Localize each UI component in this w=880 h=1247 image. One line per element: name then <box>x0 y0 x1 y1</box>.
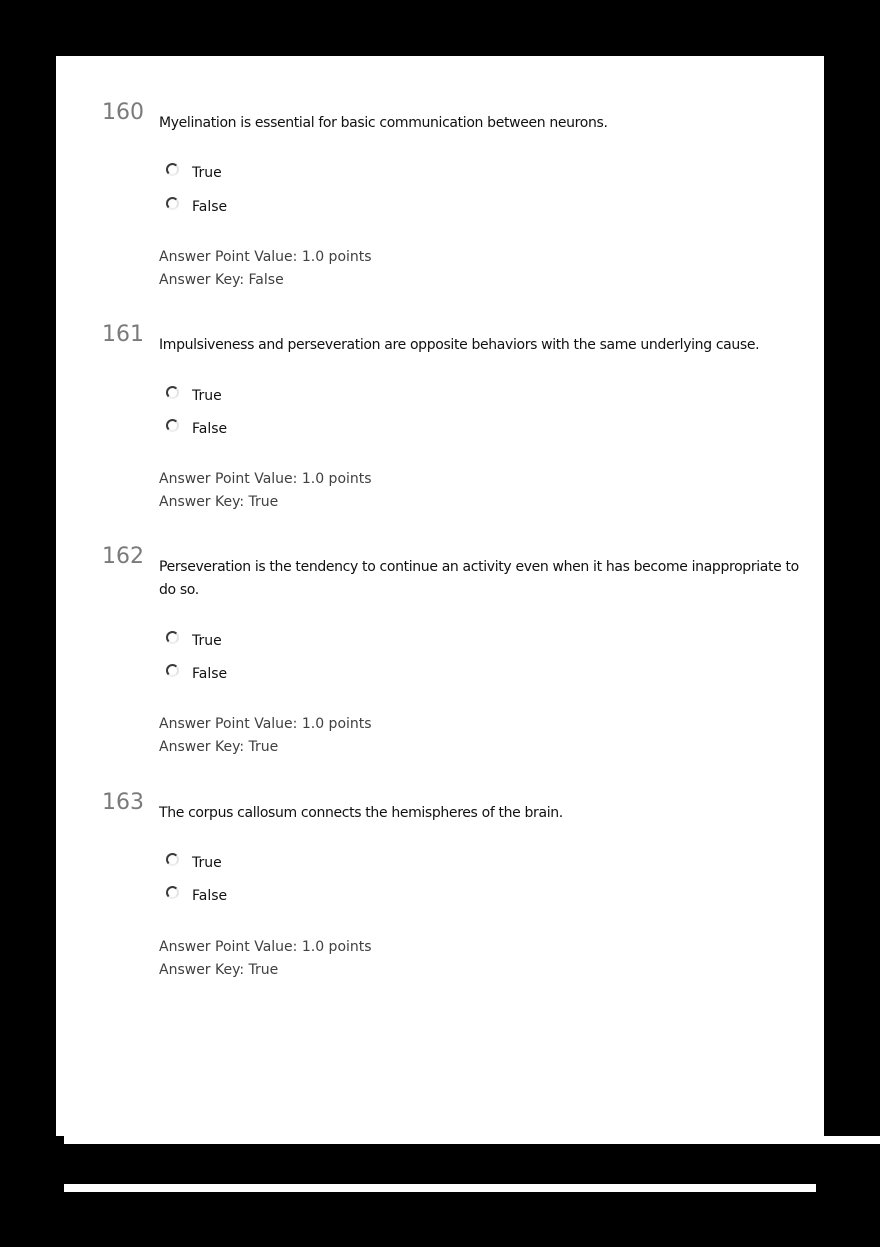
option-true[interactable] <box>166 163 222 183</box>
question-number: 160 <box>102 100 144 125</box>
question-text: Myelination is essential for basic communication between neurons. <box>159 115 608 131</box>
radio-button-icon[interactable] <box>166 664 179 677</box>
question-number: 163 <box>102 790 144 815</box>
option-label: True <box>192 855 222 871</box>
question-number: 161 <box>102 322 144 347</box>
radio-button-icon[interactable] <box>166 197 179 210</box>
question-number: 162 <box>102 544 144 569</box>
answer-key: Answer Key: False <box>159 272 284 288</box>
option-false[interactable] <box>166 886 227 906</box>
radio-button-icon[interactable] <box>166 631 179 644</box>
option-label: False <box>192 421 228 437</box>
answer-point-value: Answer Point Value: 1.0 points <box>159 716 372 732</box>
radio-button-icon[interactable] <box>166 163 179 176</box>
option-label: True <box>192 633 222 649</box>
answer-key: Answer Key: True <box>159 962 279 978</box>
page-edge-strip <box>64 1136 880 1144</box>
question-text: Perseveration is the tendency to continue an activity even when it has become inappropriate to do so. <box>159 559 799 598</box>
answer-key: Answer Key: True <box>159 494 279 510</box>
radio-button-icon[interactable] <box>166 886 179 899</box>
option-label: False <box>192 666 228 682</box>
radio-button-icon[interactable] <box>166 419 179 432</box>
option-true[interactable] <box>166 853 222 873</box>
document-page <box>56 56 824 1136</box>
option-false[interactable] <box>166 197 227 217</box>
option-label: True <box>192 388 222 404</box>
radio-button-icon[interactable] <box>166 853 179 866</box>
option-label: True <box>192 165 222 181</box>
option-true[interactable] <box>166 386 222 406</box>
page-bottom-line <box>64 1184 816 1192</box>
option-label: False <box>192 199 228 215</box>
option-true[interactable] <box>166 631 222 651</box>
question-text: The corpus callosum connects the hemispheres of the brain. <box>159 805 563 821</box>
answer-point-value: Answer Point Value: 1.0 points <box>159 471 372 487</box>
answer-point-value: Answer Point Value: 1.0 points <box>159 249 372 265</box>
question-text: Impulsiveness and perseveration are opposite behaviors with the same underlying cause. <box>159 337 760 353</box>
option-false[interactable] <box>166 664 227 684</box>
option-label: False <box>192 888 228 904</box>
radio-button-icon[interactable] <box>166 386 179 399</box>
option-false[interactable] <box>166 419 227 439</box>
answer-point-value: Answer Point Value: 1.0 points <box>159 939 372 955</box>
answer-key: Answer Key: True <box>159 739 279 755</box>
